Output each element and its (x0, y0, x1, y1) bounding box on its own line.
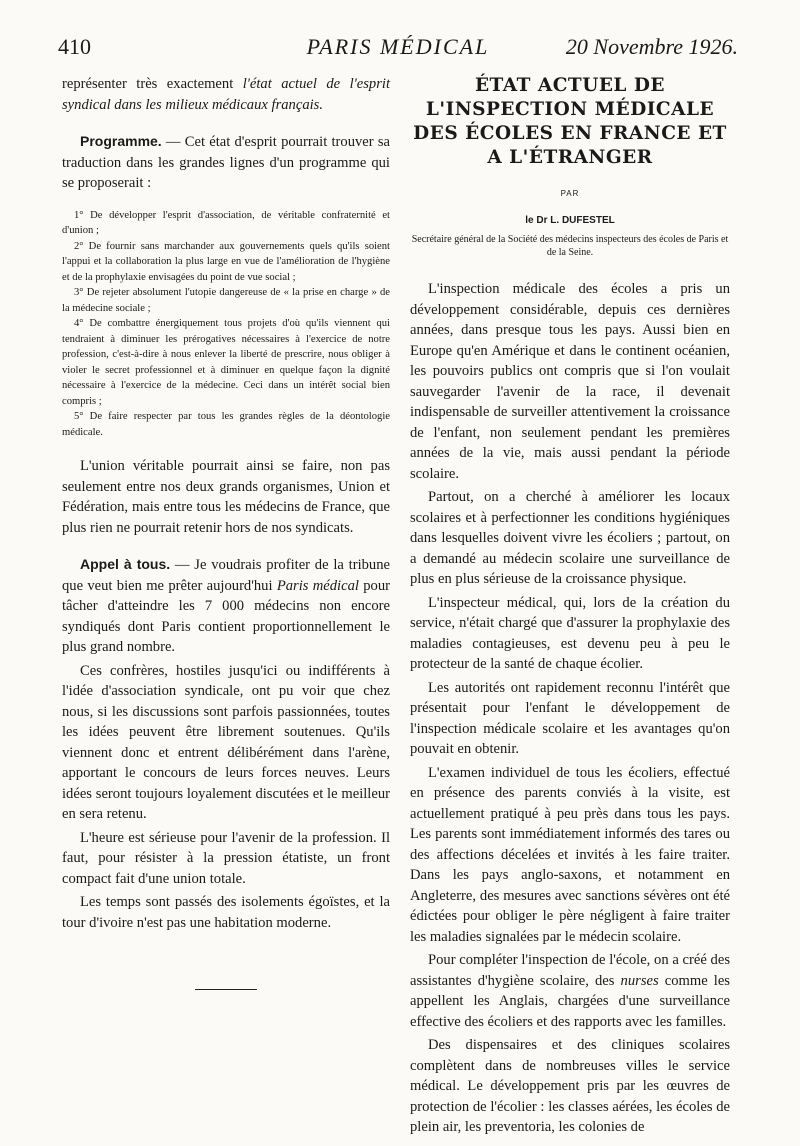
nurses-paragraph (410, 950, 730, 1032)
appel-text: — Je voudrais profiter de la tribune que veut bien me prêter aujourd'hui (62, 557, 390, 594)
page-number: 410 (58, 34, 91, 59)
list-item: 1° De développer l'esprit d'association, de véritable confraternité et d'union ; (62, 209, 390, 236)
appel-text-continued: pour tâcher d'atteindre les 7 000 médecins non encore syndiqués dont Paris contient proportionnellement le plus grand nombre. (62, 577, 390, 655)
body-paragraph: Partout, on a cherché à améliorer les locaux scolaires et à perfectionner les conditions hygiéniques dans lesquelles doivent vivre les écoliers ; partout, on a demandé au médecin scolaire une surveillance de plus en plus sérieuse de la croissance physique. (410, 489, 730, 587)
running-head (58, 34, 738, 64)
list-item: 5° De faire respecter par tous les grandes règles de la déontologie médicale. (62, 411, 390, 438)
body-paragraph: L'heure est sérieuse pour l'avenir de la profession. Il faut, pour résister à la pression étatiste, un front compact fait d'une union totale. (62, 829, 390, 887)
list-item: 4° De combattre énergiquement tous projets d'où qu'ils viennent qui tendraient à diminuer les prérogatives nécessaires à l'exercice de notre profession, c'est-à-dire à nous enlever la liberté de prescrire, nous obliger à violer le secret professionnel et à diminuer en quelque façon la dignité nécessaire à l'exercice de la médecine. Ceci dans un intérêt social bien compris ; (62, 318, 390, 407)
programme-paragraph (62, 131, 390, 194)
nurses-text: Pour compléter l'inspection de l'école, on a créé des assistantes d'hygiène scolaire, des (410, 952, 730, 989)
end-rule (195, 989, 257, 990)
left-column (62, 74, 390, 990)
body-paragraph: Les autorités ont rapidement reconnu l'intérêt que présentait pour l'enfant le développement de l'inspection médicale scolaire et les avantages qu'on pouvait en obtenir. (410, 679, 730, 757)
appel-heading: Appel à tous. (80, 556, 171, 572)
intro-text: représenter très exactement (62, 76, 243, 92)
body-paragraph: Les temps sont passés des isolements égoïstes, et la tour d'ivoire n'est pas une habitation moderne. (62, 894, 390, 931)
programme-heading: Programme. (80, 133, 162, 149)
nurses-term: nurses (620, 972, 659, 989)
programme-text: — Cet état d'esprit pourrait trouver sa traduction dans les grandes lignes d'un programme qui se proposerait : (62, 134, 390, 191)
body-paragraph: L'examen individuel de tous les écoliers, effectué en présence des parents conviés à la visite, est actuellement pratiqué à peu près dans tous les pays. Les parents sont immédiatement informés des tares ou des affections décelées et invités à les faire traiter. Dans les pays anglo-saxons, et notamment en Angleterre, des mesures avec sanctions sévères ont été édictées pour obliger le père négligent à faire traiter les maladies signalées par le médecin scolaire. (410, 764, 730, 945)
body-paragraph: Des dispensaires et des cliniques scolaires complètent dans de nombreuses villes le service médical. Le développement pris par les œuvres de protection de l'écolier : les classes aérées, les écoles de plein air, les preventoria, les colonies de (410, 1037, 730, 1135)
body-paragraph: L'inspecteur médical, qui, lors de la création du service, n'était chargé que d'assurer la prophylaxie des maladies contagieuses, est devenu peu à peu le protecteur de la santé de chaque écolier. (410, 594, 730, 672)
right-column (410, 74, 730, 1141)
appel-paragraph (62, 554, 390, 658)
author-name: le Dr L. DUFESTEL (525, 214, 615, 226)
body-paragraph: Ces confrères, hostiles jusqu'ici ou indifférents à l'idée d'association syndicale, ont pu voir que chez nous, si les discussions sont parfois passionnées, toutes les idées peuvent être librement soutenues. Qu'ils viennent donc et entrent délibérément dans l'arène, apportant le concours de leurs forces neuves. Leurs idées seront toujours loyalement discutées et le meilleur en sera retenu. (62, 662, 390, 822)
intro-italic: l'état actuel de l'esprit syndical dans les milieux médicaux français. (62, 76, 391, 113)
issue-date: 20 Novembre 1926. (565, 34, 738, 59)
author-affiliation: Secrétaire général de la Société des médecins inspecteurs des écoles de Paris et de la Seine. (411, 234, 729, 258)
intro-paragraph (62, 74, 390, 115)
body-paragraph: L'inspection médicale des écoles a pris un développement considérable, depuis ces dernières années, dans presque tous les pays. Aussi bien en Europe qu'en Amérique et dans le continent océanien, les pouvoirs publics ont compris que si l'on voulait sauvegarder l'avenir de la race, il devenait indispensable de surveiller attentivement la croissance de l'enfant, non seulement pendant les premières années de la vie, mais aussi pendant la période scolaire. (410, 281, 730, 482)
list-item: 2° De fournir sans marchander aux gouvernements quels qu'ils soient l'appui et la collaboration la plus large en vue de l'amélioration de l'hygiène et de la prophylaxie envisagées du point de vue social ; (62, 240, 390, 283)
nurses-text-continued: comme les appellent les Anglais, chargées d'une surveillance effective des écoliers et des rapports avec les familles. (410, 972, 730, 1030)
byline-par: PAR (560, 189, 580, 198)
programme-list (62, 208, 390, 441)
journal-mention: Paris médical (276, 577, 359, 594)
list-item: 3° De rejeter absolument l'utopie dangereuse de « la prise en charge » de la médecine sociale ; (62, 287, 390, 314)
union-paragraph: L'union véritable pourrait ainsi se faire, non pas seulement entre nos deux grands organismes, Union et Fédération, mais entre tous les médecins de France, que plus rien ne pourrait retenir hors de nos syndicats. (62, 458, 390, 536)
journal-title: PARIS MÉDICAL (306, 34, 490, 59)
article-title: ÉTAT ACTUEL DE L'INSPECTION MÉDICALE DES ÉCOLES EN FRANCE ET A L'ÉTRANGER (413, 75, 727, 168)
